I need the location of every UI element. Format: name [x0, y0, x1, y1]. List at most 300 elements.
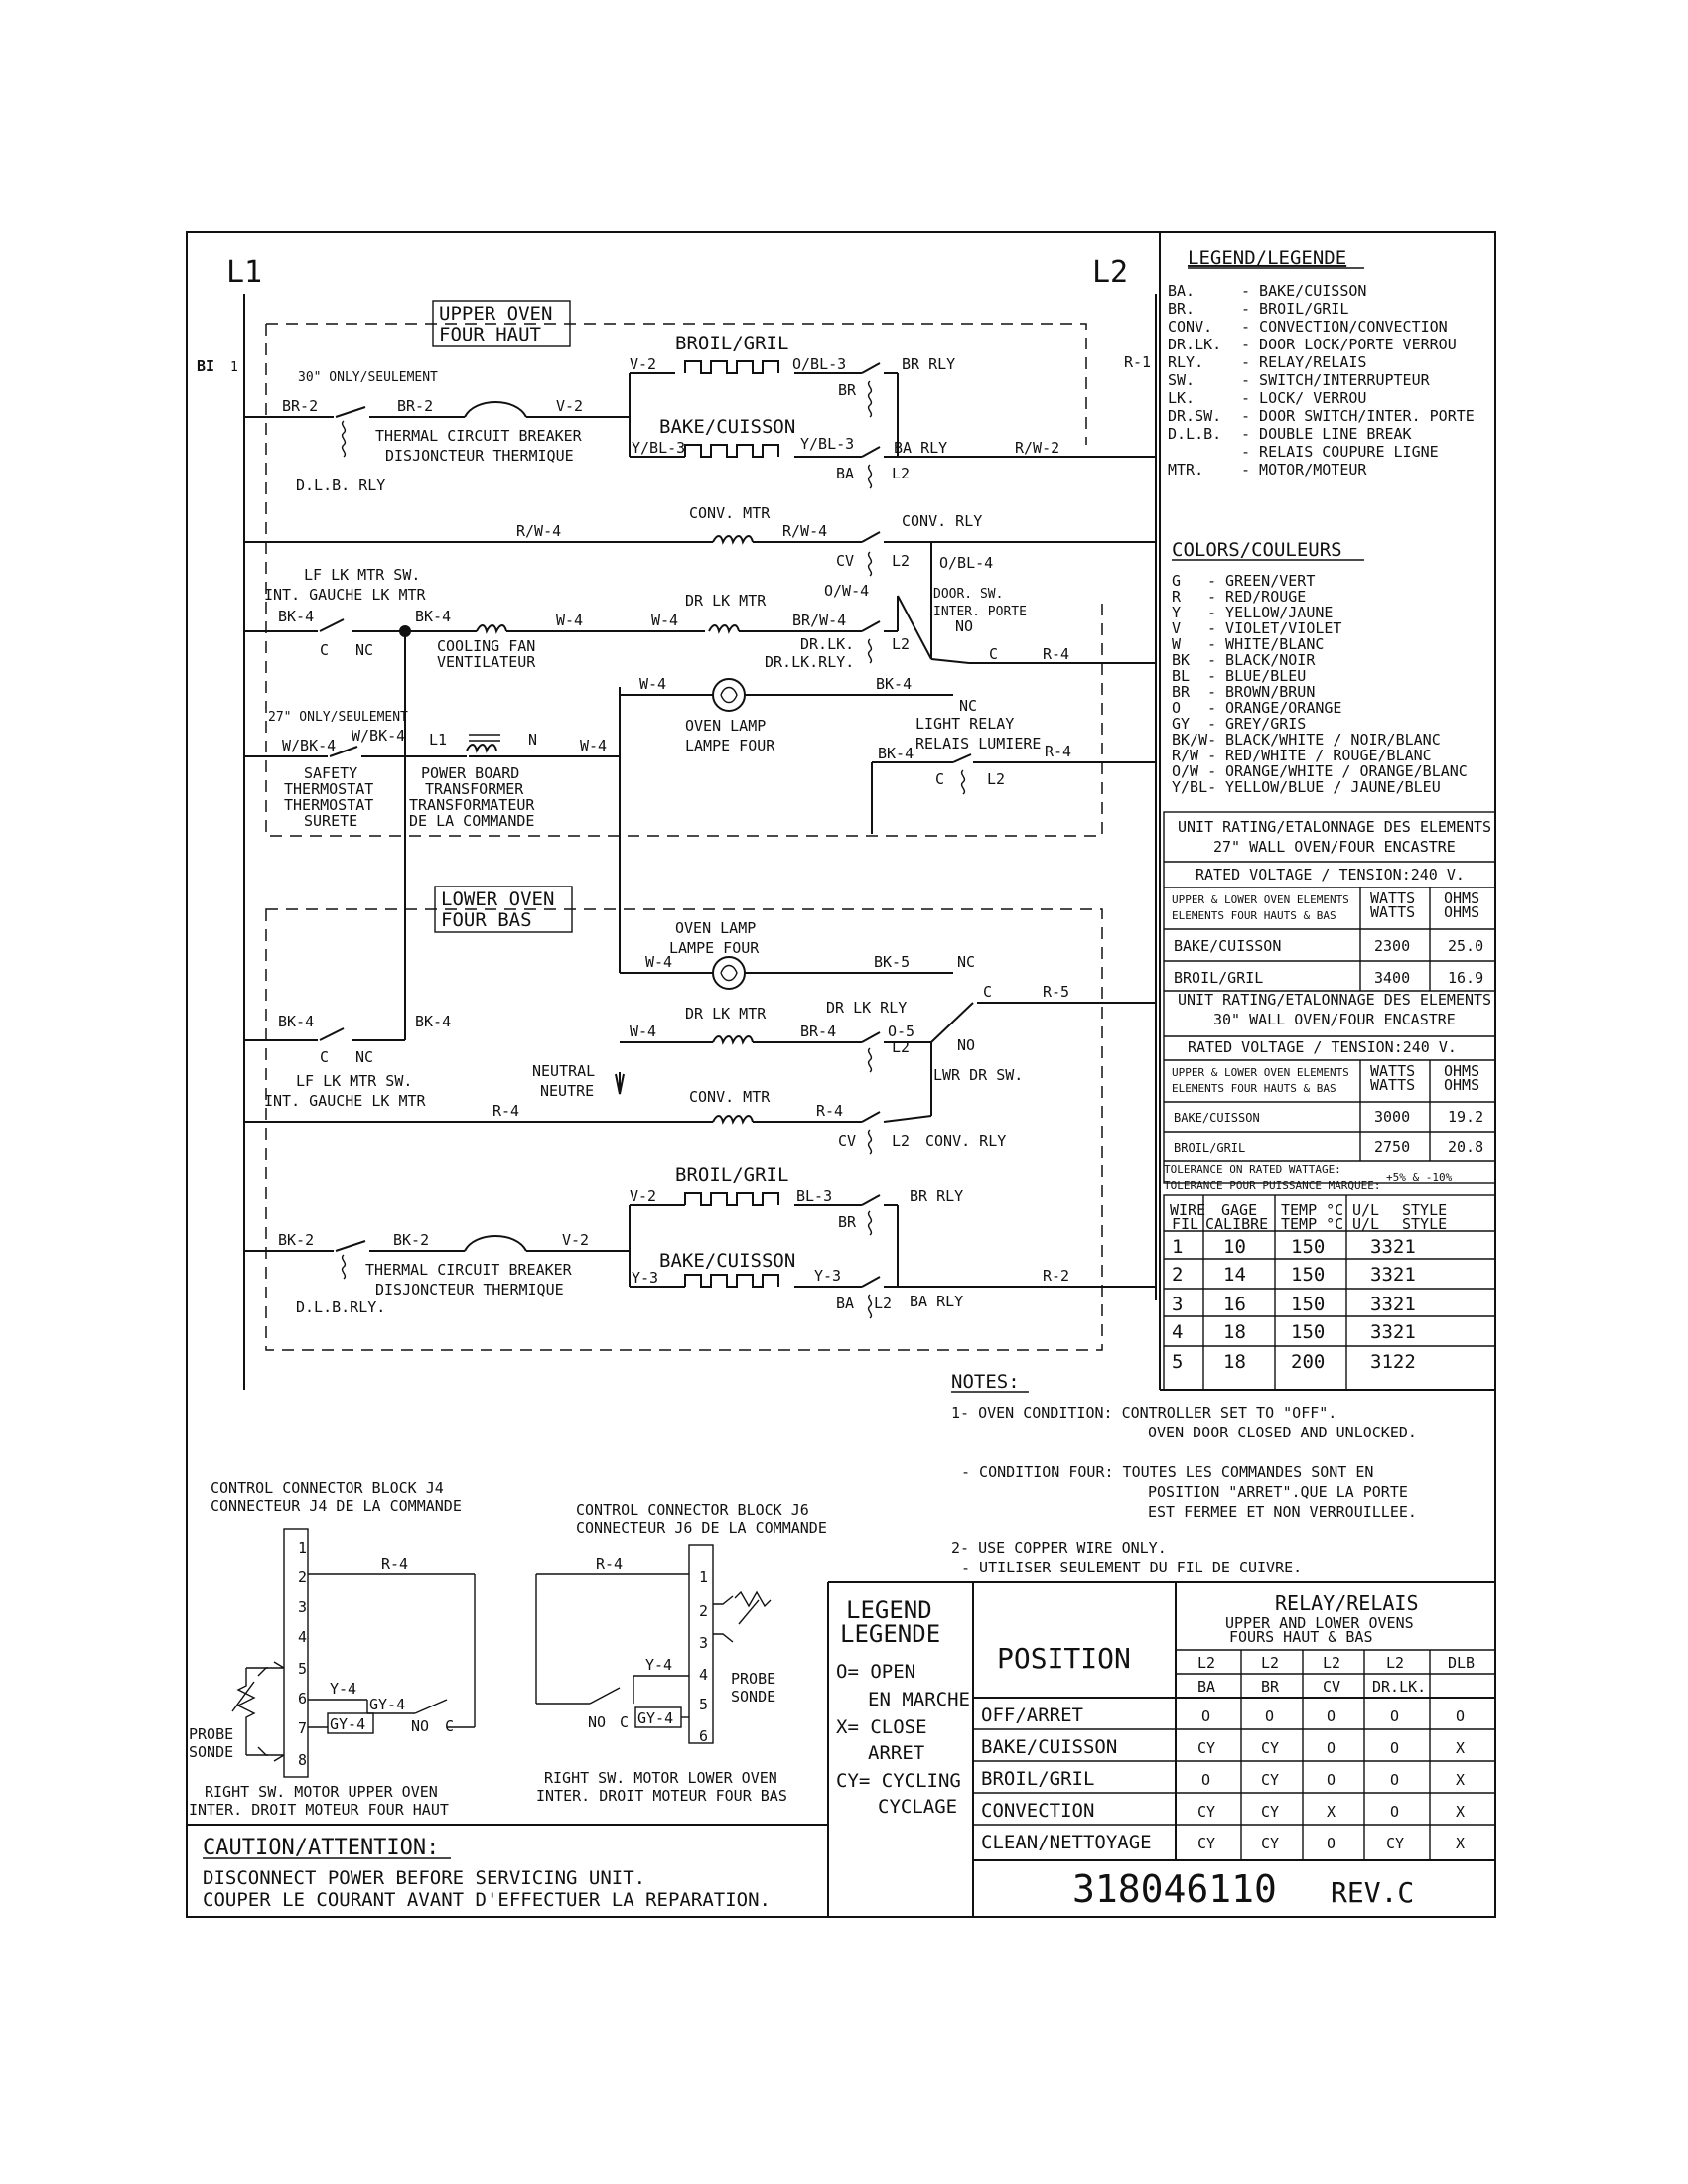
svg-text:UPPER & LOWER OVEN ELEMENTS: UPPER & LOWER OVEN ELEMENTS: [1172, 1066, 1349, 1079]
svg-text:EN MARCHE: EN MARCHE: [868, 1689, 970, 1710]
svg-text:1: 1: [298, 1539, 308, 1557]
svg-text:BROIL/GRIL: BROIL/GRIL: [1174, 969, 1264, 987]
svg-text:SONDE: SONDE: [189, 1743, 234, 1761]
svg-text:BAKE/CUISSON: BAKE/CUISSON: [981, 1736, 1118, 1758]
svg-text:BL-3: BL-3: [796, 1187, 833, 1205]
svg-text:W/BK-4: W/BK-4: [352, 727, 406, 745]
svg-text:BA: BA: [836, 1295, 855, 1312]
svg-text:150: 150: [1291, 1321, 1326, 1343]
svg-text:- LOCK/ VERROU: - LOCK/ VERROU: [1241, 389, 1367, 407]
svg-text:3122: 3122: [1370, 1351, 1416, 1373]
svg-text:O: O: [1390, 1739, 1400, 1757]
caution-box: [203, 1836, 771, 1911]
svg-text:R-2: R-2: [1043, 1267, 1070, 1285]
svg-text:W/BK-4: W/BK-4: [282, 737, 337, 754]
svg-text:BK/W-: BK/W-: [1172, 731, 1217, 749]
svg-text:NO: NO: [957, 1036, 976, 1054]
svg-text:CY= CYCLING: CY= CYCLING: [836, 1770, 961, 1792]
svg-text:LOWER OVEN: LOWER OVEN: [441, 888, 555, 910]
svg-text:C: C: [935, 770, 945, 788]
svg-text:OHMS: OHMS: [1444, 889, 1480, 907]
svg-text:BR.: BR.: [1168, 300, 1196, 318]
svg-text:- DOUBLE LINE BREAK: - DOUBLE LINE BREAK: [1241, 425, 1412, 443]
svg-text:O: O: [1201, 1771, 1211, 1789]
svg-text:- RELAY/RELAIS: - RELAY/RELAIS: [1241, 353, 1367, 371]
svg-text:CONNECTEUR J6 DE LA COMMANDE: CONNECTEUR J6 DE LA COMMANDE: [576, 1519, 827, 1537]
svg-text:CONNECTEUR J4 DE LA COMMANDE: CONNECTEUR J4 DE LA COMMANDE: [211, 1497, 462, 1515]
svg-text:POSITION "ARRET".QUE LA PORTE: POSITION "ARRET".QUE LA PORTE: [1148, 1483, 1408, 1501]
svg-text:DISJONCTEUR THERMIQUE: DISJONCTEUR THERMIQUE: [375, 1281, 564, 1298]
svg-text:R-5: R-5: [1043, 983, 1070, 1001]
svg-text:Y/BL-3: Y/BL-3: [800, 435, 855, 453]
svg-text:CY: CY: [1261, 1739, 1280, 1757]
svg-text:18: 18: [1223, 1321, 1246, 1343]
svg-text:4: 4: [298, 1628, 308, 1646]
svg-text:V-2: V-2: [556, 397, 584, 415]
svg-text:5: 5: [699, 1696, 709, 1713]
svg-text:O: O: [1327, 1707, 1336, 1725]
svg-text:RIGHT SW. MOTOR LOWER OVEN: RIGHT SW. MOTOR LOWER OVEN: [544, 1769, 777, 1787]
svg-text:L2: L2: [1323, 1654, 1341, 1672]
svg-text:GY: GY: [1172, 715, 1191, 733]
notes: [951, 1371, 1417, 1576]
one-label: 1: [230, 360, 238, 375]
svg-text:RATED VOLTAGE / TENSION:240 V.: RATED VOLTAGE / TENSION:240 V.: [1196, 866, 1465, 884]
svg-text:W-4: W-4: [639, 675, 667, 693]
svg-text:RATED VOLTAGE / TENSION:240 V.: RATED VOLTAGE / TENSION:240 V.: [1188, 1038, 1457, 1056]
svg-text:WATTS: WATTS: [1370, 1062, 1416, 1080]
svg-text:- BLUE/BLEU: - BLUE/BLEU: [1207, 667, 1307, 685]
rail-l2: L2: [1092, 255, 1129, 290]
svg-text:O: O: [1327, 1771, 1336, 1789]
svg-text:CYCLAGE: CYCLAGE: [878, 1796, 958, 1818]
legend-list: [1168, 282, 1475, 478]
svg-text:R-4: R-4: [381, 1555, 409, 1572]
part-number: 318046110: [1072, 1867, 1277, 1911]
svg-text:R-1: R-1: [1124, 353, 1152, 371]
svg-text:150: 150: [1291, 1236, 1326, 1258]
svg-text:O: O: [1201, 1707, 1211, 1725]
connector-j6: [536, 1501, 827, 1805]
svg-text:- DOOR LOCK/PORTE VERROU: - DOOR LOCK/PORTE VERROU: [1241, 336, 1457, 353]
svg-text:BR-2: BR-2: [282, 397, 319, 415]
svg-text:NEUTRAL: NEUTRAL: [532, 1062, 596, 1080]
svg-text:- RELAIS COUPURE LIGNE: - RELAIS COUPURE LIGNE: [1241, 443, 1439, 461]
svg-text:TOLERANCE POUR PUISSANCE MARQU: TOLERANCE POUR PUISSANCE MARQUEE:: [1164, 1179, 1381, 1192]
svg-text:X: X: [1456, 1739, 1466, 1757]
svg-text:30" WALL OVEN/FOUR ENCASTRE: 30" WALL OVEN/FOUR ENCASTRE: [1213, 1011, 1456, 1028]
svg-text:BR: BR: [1261, 1678, 1280, 1696]
svg-text:BK-4: BK-4: [415, 608, 452, 625]
svg-text:UNIT RATING/ETALONNAGE DES ELE: UNIT RATING/ETALONNAGE DES ELEMENTS: [1178, 991, 1492, 1009]
svg-text:D.L.B. RLY: D.L.B. RLY: [296, 477, 386, 494]
svg-text:L2: L2: [1386, 1654, 1405, 1672]
svg-text:DISCONNECT POWER BEFORE SERVIC: DISCONNECT POWER BEFORE SERVICING UNIT.: [203, 1867, 646, 1889]
svg-text:BR: BR: [838, 1213, 857, 1231]
svg-text:INT. GAUCHE LK MTR: INT. GAUCHE LK MTR: [264, 1092, 426, 1110]
svg-text:LK.: LK.: [1168, 389, 1196, 407]
svg-text:BK-4: BK-4: [278, 608, 315, 625]
svg-text:2750: 2750: [1374, 1138, 1411, 1156]
svg-text:THERMOSTAT: THERMOSTAT: [284, 780, 374, 798]
svg-text:BAKE/CUISSON: BAKE/CUISSON: [1174, 937, 1282, 955]
svg-text:ELEMENTS FOUR HAUTS & BAS: ELEMENTS FOUR HAUTS & BAS: [1172, 1082, 1336, 1095]
svg-text:CY: CY: [1197, 1739, 1216, 1757]
svg-text:150: 150: [1291, 1294, 1326, 1315]
svg-text:X: X: [1456, 1803, 1466, 1821]
svg-text:EST FERMEE ET NON VERROUILLEE.: EST FERMEE ET NON VERROUILLEE.: [1148, 1503, 1417, 1521]
svg-text:1- OVEN CONDITION: CONTROLLER: 1- OVEN CONDITION: CONTROLLER SET TO "OFF".: [951, 1404, 1337, 1422]
svg-text:4: 4: [699, 1666, 709, 1684]
svg-text:CONTROL CONNECTOR BLOCK J6: CONTROL CONNECTOR BLOCK J6: [576, 1501, 809, 1519]
svg-text:TRANSFORMER: TRANSFORMER: [425, 780, 524, 798]
svg-text:L2: L2: [892, 1038, 911, 1056]
svg-text:2: 2: [298, 1569, 308, 1586]
svg-text:INTER. DROIT MOTEUR FOUR HAUT: INTER. DROIT MOTEUR FOUR HAUT: [189, 1801, 449, 1819]
svg-text:R-4: R-4: [1043, 645, 1070, 663]
svg-text:3321: 3321: [1370, 1321, 1416, 1343]
svg-text:NO: NO: [588, 1713, 607, 1731]
svg-text:GY-4: GY-4: [637, 1709, 674, 1727]
svg-text:CY: CY: [1261, 1835, 1280, 1852]
svg-text:O: O: [1390, 1803, 1400, 1821]
position-legend: [836, 1596, 970, 1818]
svg-text:GY-4: GY-4: [330, 1715, 366, 1733]
svg-text:RELAIS LUMIERE: RELAIS LUMIERE: [915, 735, 1042, 752]
svg-text:3400: 3400: [1374, 969, 1411, 987]
svg-text:WIRE: WIRE: [1170, 1201, 1206, 1219]
svg-text:W-4: W-4: [580, 737, 608, 754]
svg-text:R: R: [1172, 588, 1182, 606]
svg-text:16.9: 16.9: [1448, 969, 1484, 987]
svg-text:L2: L2: [874, 1295, 893, 1312]
svg-text:CY: CY: [1261, 1771, 1280, 1789]
svg-text:30" ONLY/SEULEMENT: 30" ONLY/SEULEMENT: [298, 370, 438, 385]
svg-text:Y: Y: [1172, 604, 1182, 621]
svg-text:- GREY/GRIS: - GREY/GRIS: [1207, 715, 1307, 733]
svg-text:BK-2: BK-2: [278, 1231, 315, 1249]
svg-text:- BROWN/BRUN: - BROWN/BRUN: [1207, 683, 1316, 701]
svg-text:ARRET: ARRET: [868, 1742, 925, 1764]
svg-text:16: 16: [1223, 1294, 1246, 1315]
svg-text:BK-5: BK-5: [874, 953, 911, 971]
svg-text:GAGE: GAGE: [1221, 1201, 1258, 1219]
svg-text:2: 2: [699, 1602, 709, 1620]
svg-text:O: O: [1456, 1707, 1466, 1725]
svg-text:150: 150: [1291, 1264, 1326, 1286]
svg-text:L2: L2: [1261, 1654, 1280, 1672]
svg-text:C: C: [989, 645, 999, 663]
svg-text:O-5: O-5: [888, 1023, 915, 1040]
svg-text:+5% & -10%: +5% & -10%: [1386, 1171, 1453, 1184]
svg-text:OFF/ARRET: OFF/ARRET: [981, 1705, 1083, 1726]
svg-text:L2: L2: [892, 1132, 911, 1150]
svg-text:27" ONLY/SEULEMENT: 27" ONLY/SEULEMENT: [268, 710, 408, 725]
svg-text:2- USE COPPER WIRE ONLY.: 2- USE COPPER WIRE ONLY.: [951, 1539, 1167, 1557]
svg-text:W-4: W-4: [645, 953, 673, 971]
svg-text:- MOTOR/MOTEUR: - MOTOR/MOTEUR: [1241, 461, 1367, 478]
svg-text:- YELLOW/JAUNE: - YELLOW/JAUNE: [1207, 604, 1334, 621]
svg-text:18: 18: [1223, 1351, 1246, 1373]
svg-text:R/W-2: R/W-2: [1015, 439, 1060, 457]
svg-text:BROIL/GRIL: BROIL/GRIL: [675, 1164, 789, 1186]
svg-text:10: 10: [1223, 1236, 1246, 1258]
svg-text:NC: NC: [355, 1048, 374, 1066]
svg-text:R/W-4: R/W-4: [782, 522, 828, 540]
svg-text:DR.LK.RLY.: DR.LK.RLY.: [765, 653, 855, 671]
svg-text:O/BL-3: O/BL-3: [792, 355, 847, 373]
svg-text:C: C: [445, 1717, 455, 1735]
svg-text:UPPER & LOWER OVEN ELEMENTS: UPPER & LOWER OVEN ELEMENTS: [1172, 893, 1349, 906]
svg-text:- BLACK/NOIR: - BLACK/NOIR: [1207, 651, 1316, 669]
rating-30-table: [1164, 991, 1495, 1192]
svg-text:- CONVECTION/CONVECTION: - CONVECTION/CONVECTION: [1241, 318, 1448, 336]
svg-text:BA.: BA.: [1168, 282, 1196, 300]
svg-text:O/W -: O/W -: [1172, 762, 1217, 780]
revision: REV.C: [1331, 1876, 1415, 1909]
svg-text:OVEN DOOR CLOSED AND UNLOCKED.: OVEN DOOR CLOSED AND UNLOCKED.: [1148, 1424, 1417, 1441]
svg-text:RLY.: RLY.: [1168, 353, 1204, 371]
svg-text:DR.LK.: DR.LK.: [800, 635, 855, 653]
svg-text:VENTILATEUR: VENTILATEUR: [437, 653, 536, 671]
svg-text:SW.: SW.: [1168, 371, 1196, 389]
svg-text:7: 7: [298, 1719, 308, 1737]
svg-text:CY: CY: [1386, 1835, 1405, 1852]
svg-text:LEGENDE: LEGENDE: [840, 1620, 941, 1648]
svg-text:CY: CY: [1261, 1803, 1280, 1821]
svg-text:3: 3: [699, 1634, 709, 1652]
svg-text:BK-4: BK-4: [415, 1013, 452, 1030]
svg-text:NC: NC: [957, 953, 976, 971]
svg-text:- CONDITION FOUR: TOUTES LES: - CONDITION FOUR: TOUTES LES COMMANDES SONT EN: [961, 1463, 1374, 1481]
svg-text:OVEN LAMP: OVEN LAMP: [685, 717, 767, 735]
svg-text:DR.LK.: DR.LK.: [1168, 336, 1222, 353]
svg-text:SURETE: SURETE: [304, 812, 358, 830]
svg-text:DR.SW.: DR.SW.: [1168, 407, 1222, 425]
svg-text:L2: L2: [987, 770, 1006, 788]
svg-text:CLEAN/NETTOYAGE: CLEAN/NETTOYAGE: [981, 1832, 1152, 1853]
svg-text:CONV. MTR: CONV. MTR: [689, 1088, 771, 1106]
colors-title: COLORS/COULEURS: [1172, 539, 1342, 561]
svg-text:200: 200: [1291, 1351, 1326, 1373]
svg-text:LIGHT RELAY: LIGHT RELAY: [915, 715, 1015, 733]
svg-text:6: 6: [699, 1727, 709, 1745]
svg-text:OHMS: OHMS: [1444, 1062, 1480, 1080]
svg-text:BROIL/GRIL: BROIL/GRIL: [1174, 1141, 1246, 1155]
svg-text:O/BL-4: O/BL-4: [939, 554, 994, 572]
svg-text:DR LK MTR: DR LK MTR: [685, 1005, 767, 1023]
svg-text:Y-3: Y-3: [632, 1269, 659, 1287]
svg-text:SONDE: SONDE: [731, 1688, 776, 1706]
svg-text:L2: L2: [892, 635, 911, 653]
svg-text:UPPER AND LOWER OVENS: UPPER AND LOWER OVENS: [1225, 1614, 1414, 1632]
svg-text:R/W -: R/W -: [1172, 747, 1217, 764]
svg-text:DR LK RLY: DR LK RLY: [826, 999, 908, 1017]
svg-text:O: O: [1327, 1739, 1336, 1757]
svg-text:UPPER OVEN: UPPER OVEN: [439, 303, 553, 325]
svg-text:C: C: [620, 1713, 630, 1731]
svg-text:WATTS: WATTS: [1370, 1076, 1416, 1094]
svg-text:BR-2: BR-2: [397, 397, 434, 415]
svg-text:NC: NC: [355, 641, 374, 659]
svg-text:BA: BA: [1197, 1678, 1216, 1696]
svg-text:Y-4: Y-4: [645, 1656, 673, 1674]
svg-text:G: G: [1172, 572, 1182, 590]
svg-text:BA RLY: BA RLY: [910, 1293, 964, 1310]
svg-text:TEMP °C: TEMP °C: [1281, 1215, 1344, 1233]
svg-text:- DOOR SWITCH/INTER. PORTE: - DOOR SWITCH/INTER. PORTE: [1241, 407, 1475, 425]
svg-text:V: V: [1172, 619, 1182, 637]
svg-text:BROIL/GRIL: BROIL/GRIL: [981, 1768, 1095, 1790]
svg-text:3321: 3321: [1370, 1264, 1416, 1286]
svg-text:TEMP °C: TEMP °C: [1281, 1201, 1344, 1219]
svg-text:1: 1: [1172, 1236, 1184, 1258]
svg-text:2300: 2300: [1374, 937, 1411, 955]
svg-text:- UTILISER SEULEMENT DU FIL DE: - UTILISER SEULEMENT DU FIL DE CUIVRE.: [961, 1559, 1303, 1576]
svg-text:FOUR BAS: FOUR BAS: [441, 909, 532, 931]
svg-text:CALIBRE: CALIBRE: [1205, 1215, 1269, 1233]
svg-text:BR RLY: BR RLY: [910, 1187, 964, 1205]
svg-text:BK-4: BK-4: [878, 745, 914, 762]
svg-text:D.L.B.: D.L.B.: [1168, 425, 1222, 443]
svg-text:5: 5: [1172, 1351, 1184, 1373]
svg-text:V-2: V-2: [562, 1231, 590, 1249]
svg-text:- WHITE/BLANC: - WHITE/BLANC: [1207, 635, 1325, 653]
svg-text:COUPER LE COURANT AVANT D'EFFE: COUPER LE COURANT AVANT D'EFFECTUER LA REPARATION.: [203, 1889, 771, 1911]
svg-text:CAUTION/ATTENTION:: CAUTION/ATTENTION:: [203, 1836, 440, 1860]
svg-text:V-2: V-2: [630, 355, 657, 373]
svg-text:MTR.: MTR.: [1168, 461, 1204, 478]
svg-text:3000: 3000: [1374, 1108, 1411, 1126]
svg-text:CV: CV: [838, 1132, 857, 1150]
svg-text:N: N: [528, 731, 538, 749]
svg-text:SAFETY: SAFETY: [304, 764, 358, 782]
svg-text:8: 8: [298, 1751, 308, 1769]
svg-text:W-4: W-4: [651, 612, 679, 629]
svg-text:BAKE/CUISSON: BAKE/CUISSON: [659, 1250, 796, 1272]
svg-text:FOURS HAUT & BAS: FOURS HAUT & BAS: [1229, 1628, 1373, 1646]
svg-text:DR LK MTR: DR LK MTR: [685, 592, 767, 610]
svg-text:ELEMENTS FOUR HAUTS & BAS: ELEMENTS FOUR HAUTS & BAS: [1172, 909, 1336, 922]
svg-text:CONV. RLY: CONV. RLY: [902, 512, 983, 530]
svg-text:X: X: [1456, 1835, 1466, 1852]
svg-text:INT. GAUCHE LK MTR: INT. GAUCHE LK MTR: [264, 586, 426, 604]
svg-text:CONTROL CONNECTOR BLOCK J4: CONTROL CONNECTOR BLOCK J4: [211, 1479, 444, 1497]
svg-text:6: 6: [298, 1690, 308, 1707]
svg-text:CONV. MTR: CONV. MTR: [689, 504, 771, 522]
svg-text:L2: L2: [1197, 1654, 1216, 1672]
svg-text:CV: CV: [1323, 1678, 1341, 1696]
svg-text:R-4: R-4: [1045, 743, 1072, 760]
svg-text:- BAKE/CUISSON: - BAKE/CUISSON: [1241, 282, 1367, 300]
svg-text:R-4: R-4: [816, 1102, 844, 1120]
svg-text:4: 4: [1172, 1321, 1184, 1343]
svg-text:DR.LK.: DR.LK.: [1372, 1678, 1427, 1696]
svg-text:19.2: 19.2: [1448, 1108, 1484, 1126]
svg-text:X: X: [1327, 1803, 1336, 1821]
svg-text:14: 14: [1223, 1264, 1246, 1286]
svg-text:O: O: [1265, 1707, 1275, 1725]
svg-text:3: 3: [298, 1598, 308, 1616]
svg-text:THERMOSTAT: THERMOSTAT: [284, 796, 374, 814]
svg-text:R-4: R-4: [596, 1555, 624, 1572]
svg-text:CONVECTION: CONVECTION: [981, 1800, 1095, 1822]
bi-label: BI: [197, 357, 215, 375]
svg-text:O: O: [1172, 699, 1182, 717]
svg-text:BA RLY: BA RLY: [894, 439, 948, 457]
svg-text:C: C: [983, 983, 993, 1001]
svg-text:RED/WHITE / ROUGE/BLANC: RED/WHITE / ROUGE/BLANC: [1225, 747, 1432, 764]
svg-text:Y/BL-: Y/BL-: [1172, 778, 1217, 796]
svg-text:BR: BR: [838, 381, 857, 399]
svg-text:INTER. PORTE: INTER. PORTE: [933, 605, 1027, 619]
svg-text:O: O: [1327, 1835, 1336, 1852]
svg-text:LEGEND: LEGEND: [846, 1596, 932, 1624]
svg-text:BR RLY: BR RLY: [902, 355, 956, 373]
svg-text:BK-4: BK-4: [278, 1013, 315, 1030]
svg-text:C: C: [320, 641, 330, 659]
svg-text:L2: L2: [892, 465, 911, 482]
svg-text:20.8: 20.8: [1448, 1138, 1484, 1156]
svg-text:BAKE/CUISSON: BAKE/CUISSON: [659, 416, 796, 438]
svg-text:X= CLOSE: X= CLOSE: [836, 1716, 927, 1738]
svg-text:O= OPEN: O= OPEN: [836, 1661, 916, 1683]
svg-text:1: 1: [699, 1569, 709, 1586]
svg-text:OHMS: OHMS: [1444, 1076, 1480, 1094]
svg-text:TRANSFORMATEUR: TRANSFORMATEUR: [409, 796, 535, 814]
svg-text:D.L.B.RLY.: D.L.B.RLY.: [296, 1298, 386, 1316]
svg-text:W-4: W-4: [630, 1023, 657, 1040]
svg-text:OHMS: OHMS: [1444, 903, 1480, 921]
svg-text:Y-3: Y-3: [814, 1267, 842, 1285]
svg-text:NC: NC: [959, 697, 978, 715]
svg-text:CONV.: CONV.: [1168, 318, 1213, 336]
svg-text:Y/BL-3: Y/BL-3: [632, 439, 686, 457]
svg-text:DLB: DLB: [1448, 1654, 1476, 1672]
svg-text:3321: 3321: [1370, 1236, 1416, 1258]
svg-text:W-4: W-4: [556, 612, 584, 629]
rail-l1: L1: [226, 255, 263, 290]
svg-text:CV: CV: [836, 552, 855, 570]
svg-text:3321: 3321: [1370, 1294, 1416, 1315]
svg-text:NOTES:: NOTES:: [951, 1371, 1020, 1393]
svg-text:U/L: U/L: [1352, 1215, 1380, 1233]
svg-text:- SWITCH/INTERRUPTEUR: - SWITCH/INTERRUPTEUR: [1241, 371, 1430, 389]
svg-text:OVEN LAMP: OVEN LAMP: [675, 919, 757, 937]
legend-title: LEGEND/LEGENDE: [1188, 247, 1347, 269]
svg-text:STYLE: STYLE: [1402, 1215, 1448, 1233]
wire-table: [1164, 1195, 1495, 1390]
svg-text:X: X: [1456, 1771, 1466, 1789]
svg-text:LAMPE FOUR: LAMPE FOUR: [669, 939, 760, 957]
svg-text:L2: L2: [892, 552, 911, 570]
svg-text:BK-2: BK-2: [393, 1231, 430, 1249]
svg-text:BK-4: BK-4: [876, 675, 913, 693]
svg-text:25.0: 25.0: [1448, 937, 1484, 955]
svg-text:BR-4: BR-4: [800, 1023, 837, 1040]
svg-text:CONV. RLY: CONV. RLY: [925, 1132, 1007, 1150]
svg-text:- RED/ROUGE: - RED/ROUGE: [1207, 588, 1307, 606]
svg-text:U/L: U/L: [1352, 1201, 1380, 1219]
svg-text:BR: BR: [1172, 683, 1191, 701]
svg-text:O/W-4: O/W-4: [824, 582, 870, 600]
colors-list: [1172, 572, 1468, 796]
svg-text:Y-4: Y-4: [330, 1680, 357, 1698]
svg-text:27" WALL OVEN/FOUR ENCASTRE: 27" WALL OVEN/FOUR ENCASTRE: [1213, 838, 1456, 856]
svg-text:5: 5: [298, 1660, 308, 1678]
relay-table: [973, 1582, 1495, 1860]
svg-text:ORANGE/WHITE / ORANGE/BLANC: ORANGE/WHITE / ORANGE/BLANC: [1225, 762, 1468, 780]
